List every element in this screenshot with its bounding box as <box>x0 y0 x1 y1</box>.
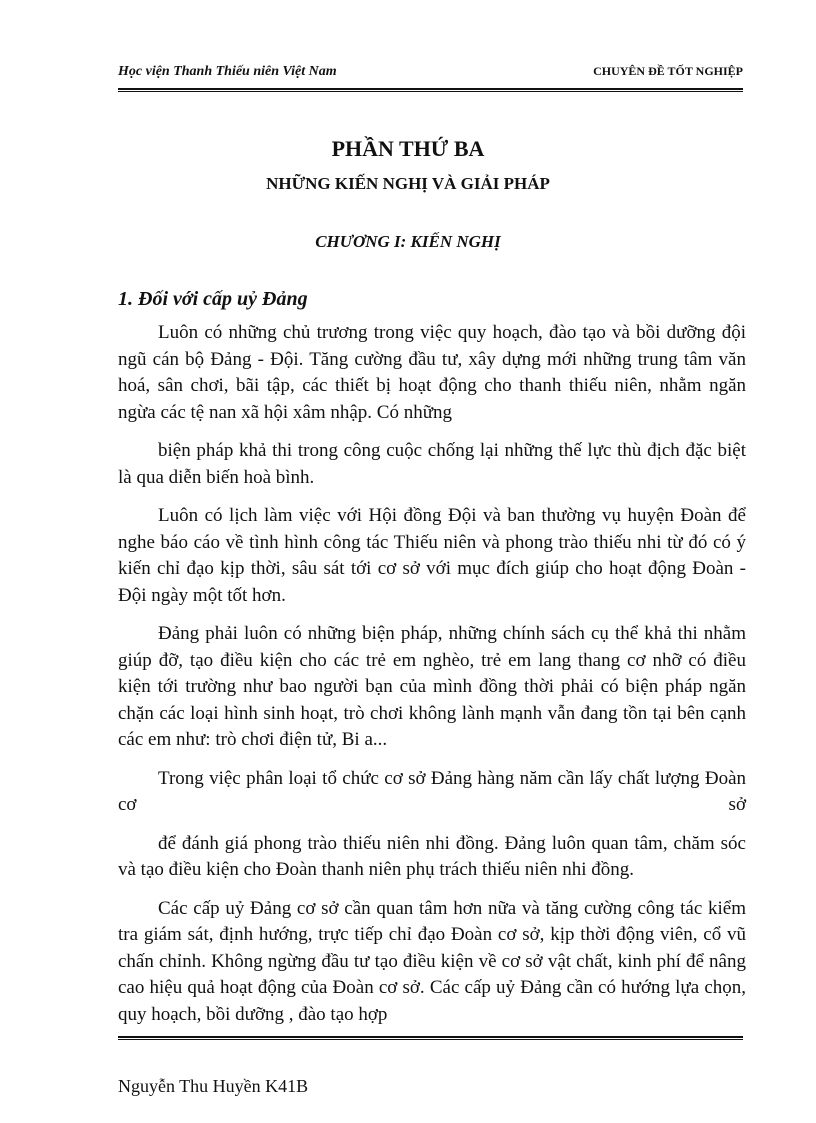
chapter-title: CHƯƠNG I: KIẾN NGHỊ <box>315 232 501 251</box>
paragraph: Các cấp uỷ Đảng cơ sở cần quan tâm hơn nữa và tăng cường công tác kiểm tra giám sát, định hướng, trực tiếp chỉ đạo Đoàn cơ sở, kịp thời động viên, cổ vũ chấn chỉnh. Không ngừng đầu tư tạo điều kiện về cơ sở vật chất, kinh phí để nâng cao hiệu quả hoạt động của Đoàn cơ sở. Các cấp uỷ Đảng cần có hướng lựa chọn, quy hoạch, bồi dưỡng , đào tạo hợp <box>118 897 746 1025</box>
header-rule <box>118 88 743 92</box>
paragraph: Luôn có những chủ trương trong việc quy hoạch, đào tạo và bồi dưỡng đội ngũ cán bộ Đảng - Đội. Tăng cường đầu tư, xây dựng mới những trung tâm văn hoá, sân chơi, bãi tập, các thiết bị hoạt động cho thanh thiếu niên, nhằm ngăn ngừa các tệ nan xã hội xâm nhập. Có những <box>118 322 746 423</box>
page-header <box>118 64 743 86</box>
footer-rule <box>118 1036 743 1040</box>
document-body <box>118 320 746 1040</box>
part-title: PHẦN THỨ BA <box>331 136 485 161</box>
paragraph: biện pháp khả thi trong công cuộc chống lại những thế lực thù địch đặc biệt là qua diễn biến hoà bình. <box>118 440 746 488</box>
paragraph: Trong việc phân loại tổ chức cơ sở Đảng hàng năm cần lấy chất lượng Đoàn cơ sở <box>118 767 746 815</box>
paragraph: Đảng phải luôn có những biện pháp, những chính sách cụ thể khả thi nhằm giúp đỡ, tạo điều kiện cho các trẻ em nghèo, trẻ em lang thang cơ nhỡ có điều kiện tới trường như bao người bạn của mình đồng thời phải có biện pháp ngăn chặn các loại hình sinh hoạt, trò chơi không lành mạnh vẫn đang tồn tại bên cạnh các em như: trò chơi điện tử, Bi a... <box>118 623 746 750</box>
paragraph: để đánh giá phong trào thiếu niên nhi đồng. Đảng luôn quan tâm, chăm sóc và tạo điều kiện cho Đoàn thanh niên phụ trách thiếu niên nhi đồng. <box>118 832 746 880</box>
paragraph: Luôn có lịch làm việc với Hội đồng Đội và ban thường vụ huyện Đoàn để nghe báo cáo về tình hình công tác Thiếu niên và phong trào thiếu nhi từ đó có ý kiến chỉ đạo kịp thời, sâu sát tới cơ sở với mục đích giúp cho hoạt động Đoàn - Đội ngày một tốt hơn. <box>118 505 746 606</box>
section-heading: 1. Đối với cấp uỷ Đảng <box>118 288 308 310</box>
header-document-type: CHUYÊN ĐỀ TỐT NGHIỆP <box>593 64 743 78</box>
header-institution: Học viện Thanh Thiếu niên Việt Nam <box>118 64 337 79</box>
part-subtitle: NHỮNG KIẾN NGHỊ VÀ GIẢI PHÁP <box>266 174 550 193</box>
footer-author: Nguyễn Thu Huyền K41B <box>118 1076 309 1096</box>
